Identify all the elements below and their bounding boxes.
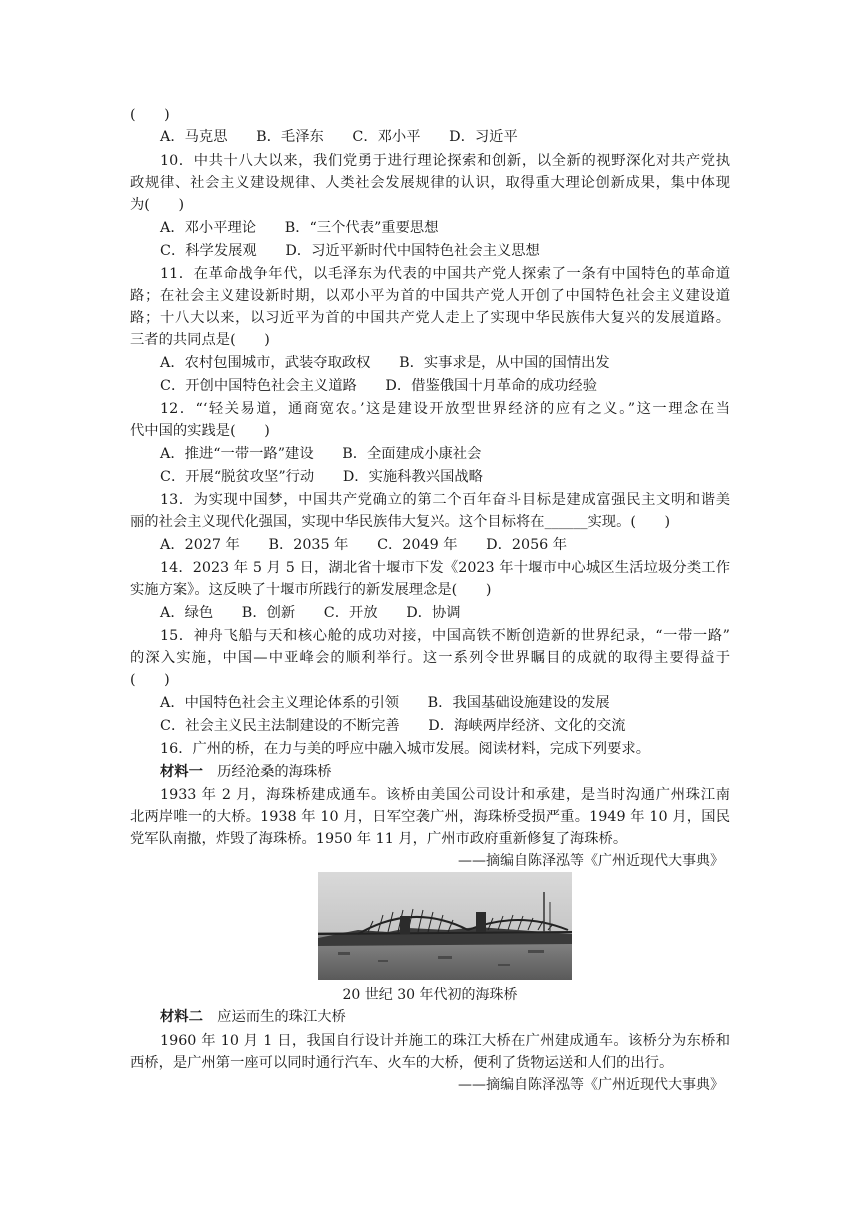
q10-options-row1: A．邓小平理论 B．“三个代表”重要思想 xyxy=(160,220,439,236)
haizhu-bridge-photo xyxy=(318,872,572,980)
q14-stem-line1: 14．2023 年 5 月 5 日，湖北省十堰市下发《2023 年十堰市中心城区生活垃圾分类工作 xyxy=(160,560,730,576)
q14-stem-line2: 实施方案》。这反映了十堰市所践行的新发展理念是( ) xyxy=(130,582,492,598)
material-1-text-line1: 1933 年 2 月，海珠桥建成通车。该桥由美国公司设计和承建，是当时沟通广州珠江南 xyxy=(160,787,730,803)
q11-stem-line3: 路；十八大以来，以习近平为首的中国共产党人走上了实现中华民族伟大复兴的发展道路。 xyxy=(130,310,730,326)
q16-stem: 16．广州的桥，在力与美的呼应中融入城市发展。阅读材料，完成下列要求。 xyxy=(160,741,650,757)
material-1-title: 历经沧桑的海珠桥 xyxy=(202,764,332,780)
q9-options: A．马克思 B．毛泽东 C．邓小平 D．习近平 xyxy=(160,129,518,145)
material-2-text-line2: 西桥，是广州第一座可以同时通行汽车、火车的大桥，便利了货物运送和人们的出行。 xyxy=(130,1055,674,1071)
material-2-title: 应运而生的珠江大桥 xyxy=(202,1009,346,1025)
q13-options: A．2027 年 B．2035 年 C．2049 年 D．2056 年 xyxy=(160,537,568,553)
material-1-text-line2: 北两岸唯一的大桥。1938 年 10 月，日军空袭广州，海珠桥受损严重。1949 年 10 月，国民 xyxy=(130,809,730,825)
q9-answer-bracket: ( ) xyxy=(130,107,170,123)
q12-stem-line1: 12．“‘轻关易道，通商宽农。’这是建设开放型世界经济的应有之义。”这一理念在当 xyxy=(160,401,730,417)
q10-stem-line1: 10．中共十八大以来，我们党勇于进行理论探索和创新，以全新的视野深化对共产党执 xyxy=(160,153,730,169)
material-2-label: 材料二 xyxy=(160,1009,203,1025)
material-1-text-line3: 党军队南撤，炸毁了海珠桥。1950 年 11 月，广州市政府重新修复了海珠桥。 xyxy=(130,831,628,847)
material-2-source: ——摘编自陈泽泓等《广州近现代大事典》 xyxy=(458,1077,724,1093)
material-2-text-line1: 1960 年 10 月 1 日，我国自行设计并施工的珠江大桥在广州建成通车。该桥分为东桥和 xyxy=(160,1033,730,1049)
q11-options-row2: C．开创中国特色社会主义道路 D．借鉴俄国十月革命的成功经验 xyxy=(160,378,598,394)
q11-stem-line4: 三者的共同点是( ) xyxy=(130,332,270,348)
q12-options-row2: C．开展“脱贫攻坚”行动 D．实施科教兴国战略 xyxy=(160,469,483,485)
q15-stem-line2: 的深入实施，中国—中亚峰会的顺利举行。这一系列令世界瞩目的成就的取得主要得益于 xyxy=(130,650,730,666)
q15-options-row1: A．中国特色社会主义理论体系的引领 B．我国基础设施建设的发展 xyxy=(160,695,610,711)
q10-stem-line2: 政规律、社会主义建设规律、人类社会发展规律的认识，取得重大理论创新成果，集中体现 xyxy=(130,175,730,191)
q13-stem-line1: 13．为实现中国梦，中国共产党确立的第二个百年奋斗目标是建成富强民主文明和谐美 xyxy=(160,492,730,508)
q10-stem-line3: 为( ) xyxy=(130,197,185,213)
q14-options: A．绿色 B．创新 C．开放 D．协调 xyxy=(160,605,461,621)
q11-stem-line1: 11．在革命战争年代，以毛泽东为代表的中国共产党人探索了一条有中国特色的革命道 xyxy=(160,266,730,282)
material-1-heading xyxy=(160,761,730,783)
q11-stem-line2: 路；在社会主义建设新时期，以邓小平为首的中国共产党人开创了中国特色社会主义建设道 xyxy=(130,288,730,304)
q15-options-row2: C．社会主义民主法制建设的不断完善 D．海峡两岸经济、文化的交流 xyxy=(160,718,626,734)
q12-stem-line2: 代中国的实践是( ) xyxy=(130,423,270,439)
q10-options-row2: C．科学发展观 D．习近平新时代中国特色社会主义思想 xyxy=(160,243,540,259)
q12-options-row1: A．推进“一带一路”建设 B．全面建成小康社会 xyxy=(160,446,482,462)
material-2-heading xyxy=(160,1006,730,1028)
material-1-label: 材料一 xyxy=(160,764,203,780)
q15-stem-line1: 15．神舟飞船与天和核心舱的成功对接，中国高铁不断创造新的世界纪录，“一带一路” xyxy=(160,628,730,644)
q11-options-row1: A．农村包围城市，武装夺取政权 B．实事求是，从中国的国情出发 xyxy=(160,355,610,371)
material-1-source: ——摘编自陈泽泓等《广州近现代大事典》 xyxy=(458,853,724,869)
q15-stem-line3: ( ) xyxy=(130,672,170,688)
q13-stem-line2: 丽的社会主义现代化强国，实现中华民族伟大复兴。这个目标将在______实现。( ) xyxy=(130,514,671,530)
photo-caption: 20 世纪 30 年代初的海珠桥 xyxy=(342,987,518,1003)
